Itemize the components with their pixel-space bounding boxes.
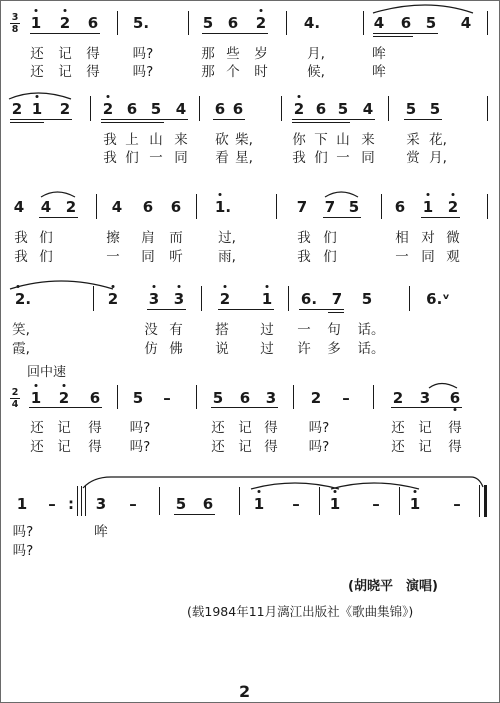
lyric: 时 xyxy=(254,64,268,80)
barline xyxy=(373,385,374,409)
note: 2 xyxy=(65,198,77,216)
lyric: 佛 xyxy=(169,341,183,357)
low-octave-dot xyxy=(454,408,457,411)
lyric: 个 xyxy=(226,64,240,80)
note: – xyxy=(372,495,380,513)
lyric: 多 xyxy=(327,341,341,357)
note: 5 xyxy=(337,100,349,118)
beam-underline xyxy=(218,309,274,310)
note: 5 xyxy=(212,389,224,407)
lyric: 月, xyxy=(307,46,325,62)
tie-arc xyxy=(429,384,457,389)
lyric: 记 xyxy=(238,439,252,455)
lyric: 吗? xyxy=(308,439,330,455)
lyric: 而 xyxy=(169,230,183,246)
beam-underline xyxy=(39,217,78,218)
note: 5 xyxy=(132,389,144,407)
lyric: 哞 xyxy=(372,46,386,62)
barline xyxy=(288,286,289,311)
lyric: 霞, xyxy=(12,341,30,357)
beam-underline xyxy=(421,217,460,218)
lyric: 记 xyxy=(418,420,432,436)
note: 6 xyxy=(126,100,138,118)
beam-underline xyxy=(101,119,188,120)
high-octave-dot xyxy=(334,490,337,493)
lyric: 过, xyxy=(218,230,236,246)
barline xyxy=(199,96,200,121)
tie-arc xyxy=(331,483,419,489)
note: 6 xyxy=(89,389,101,407)
note: 7 xyxy=(324,198,336,216)
barline xyxy=(276,194,277,219)
repeat-barline xyxy=(81,486,82,516)
final-barline xyxy=(484,485,487,517)
lyric: 没 xyxy=(144,322,158,338)
note: 2 xyxy=(310,389,322,407)
note: 5 xyxy=(405,100,417,118)
note: 4 xyxy=(40,198,52,216)
note: 6 xyxy=(315,100,327,118)
tie-arc xyxy=(251,483,339,489)
high-octave-dot xyxy=(260,9,263,12)
lyric: 上 xyxy=(125,132,139,148)
beam-underline xyxy=(29,407,102,408)
barline xyxy=(196,385,197,409)
slur-arc xyxy=(373,5,473,13)
lyric: 记 xyxy=(58,46,72,62)
beam-underline xyxy=(147,309,186,310)
lyric: 山 xyxy=(149,132,163,148)
note: 4 xyxy=(460,14,472,32)
lyric: 们 xyxy=(314,150,328,166)
lyric: 听 xyxy=(169,249,183,265)
note: 1 xyxy=(31,100,43,118)
lyric: 一 xyxy=(395,249,409,265)
note: 1 xyxy=(16,495,28,513)
barline xyxy=(93,286,94,311)
lyric: 们 xyxy=(39,249,53,265)
lyric: 来 xyxy=(361,132,375,148)
lyric: 吗? xyxy=(12,543,34,559)
time-signature-2-4 xyxy=(10,388,20,409)
note: 6 xyxy=(142,198,154,216)
high-octave-dot xyxy=(17,285,20,288)
lyric: 来 xyxy=(174,132,188,148)
lyric: 得 xyxy=(88,439,102,455)
barline xyxy=(117,385,118,409)
lyric: 搭 xyxy=(215,322,229,338)
beam-underline xyxy=(391,407,462,408)
lyric: 还 xyxy=(211,439,225,455)
lyric: 我 xyxy=(103,150,117,166)
lyric: 吗? xyxy=(132,64,154,80)
high-octave-dot xyxy=(452,193,455,196)
beam-underline xyxy=(323,217,361,218)
note: 5 xyxy=(150,100,162,118)
lyric: 还 xyxy=(391,420,405,436)
note: 2 xyxy=(219,290,231,308)
lyric: 得 xyxy=(86,64,100,80)
time-signature-top: 2 xyxy=(11,387,19,398)
note: 2 xyxy=(58,389,70,407)
lyric: 月, xyxy=(429,150,447,166)
barline xyxy=(188,11,189,35)
barline xyxy=(286,11,287,35)
note: 5 xyxy=(425,14,437,32)
beam-underline xyxy=(328,312,344,313)
beam-underline xyxy=(202,33,268,34)
note: 2 xyxy=(59,14,71,32)
note: 4. xyxy=(303,14,321,32)
lyric: 相 xyxy=(395,230,409,246)
lyric: 记 xyxy=(57,439,71,455)
lyric: 吗? xyxy=(12,524,34,540)
beam-underline xyxy=(299,309,344,310)
note: 2 xyxy=(102,100,114,118)
note: 1 xyxy=(409,495,421,513)
note: 2 xyxy=(447,198,459,216)
lyric: 一 xyxy=(106,249,120,265)
lyric: 同 xyxy=(361,150,375,166)
note: 6 xyxy=(87,14,99,32)
lyric: 话。 xyxy=(357,341,385,357)
high-octave-dot xyxy=(219,193,222,196)
note: – xyxy=(129,495,137,513)
time-signature-3-8 xyxy=(10,13,20,34)
beam-underline xyxy=(213,119,245,120)
lyric: 得 xyxy=(264,420,278,436)
lyric: 们 xyxy=(323,230,337,246)
lyric: 看 xyxy=(215,150,229,166)
note: 6 xyxy=(170,198,182,216)
tempo-marking: 回中速 xyxy=(27,365,67,380)
note: 2 xyxy=(255,14,267,32)
note: 6 xyxy=(232,100,244,118)
lyric: 吗? xyxy=(308,420,330,436)
beam-underline xyxy=(211,407,278,408)
lyric: 星, xyxy=(235,150,253,166)
lyric: 笑, xyxy=(12,322,30,338)
beam-underline xyxy=(373,36,413,37)
barline xyxy=(96,194,97,219)
note: – xyxy=(163,389,171,407)
slur-arc xyxy=(9,93,71,99)
lyric: 岁 xyxy=(254,46,268,62)
barline xyxy=(281,96,282,121)
high-octave-dot xyxy=(178,285,181,288)
time-signature-top: 3 xyxy=(11,12,19,23)
note: 1 xyxy=(30,14,42,32)
lyric: 得 xyxy=(264,439,278,455)
lyric: 观 xyxy=(446,249,460,265)
time-signature-bottom: 8 xyxy=(11,24,19,35)
note: 3 xyxy=(173,290,185,308)
note: – xyxy=(342,389,350,407)
high-octave-dot xyxy=(36,95,39,98)
lyric: 过 xyxy=(260,341,274,357)
note: 4 xyxy=(373,14,385,32)
barline xyxy=(159,487,160,515)
lyric: 我 xyxy=(297,230,311,246)
lyric: 得 xyxy=(88,420,102,436)
lyric: 吗? xyxy=(129,420,151,436)
note: 6 xyxy=(394,198,406,216)
barline xyxy=(293,385,294,409)
high-octave-dot xyxy=(266,285,269,288)
lyric: 同 xyxy=(174,150,188,166)
note: 1 xyxy=(253,495,265,513)
barline xyxy=(117,11,118,35)
lyric: 记 xyxy=(418,439,432,455)
lyric: 我 xyxy=(14,249,28,265)
beam-underline xyxy=(10,119,72,120)
tie-arc xyxy=(10,281,113,289)
beam-underline xyxy=(10,122,44,123)
lyric: 许 xyxy=(297,341,311,357)
high-octave-dot xyxy=(258,490,261,493)
lyric: 还 xyxy=(211,420,225,436)
lyric: 记 xyxy=(58,64,72,80)
beam-underline xyxy=(404,119,442,120)
lyric: 还 xyxy=(30,420,44,436)
note: 2 xyxy=(59,100,71,118)
ties-and-slurs xyxy=(1,1,499,702)
lyric: 微 xyxy=(446,230,460,246)
barline xyxy=(363,11,364,35)
tie-arc xyxy=(41,192,75,197)
barline xyxy=(239,487,240,515)
lyric: 山 xyxy=(336,132,350,148)
tie-arc xyxy=(325,192,358,197)
lyric: 哞 xyxy=(94,524,108,540)
note: 4 xyxy=(13,198,25,216)
lyric: 擦 xyxy=(106,230,120,246)
high-octave-dot xyxy=(107,95,110,98)
lyric: 我 xyxy=(103,132,117,148)
lyric: 一 xyxy=(336,150,350,166)
lyric: 们 xyxy=(39,230,53,246)
lyric: 花, xyxy=(429,132,447,148)
high-octave-dot xyxy=(414,490,417,493)
lyric: 哞 xyxy=(372,64,386,80)
high-octave-dot xyxy=(63,384,66,387)
high-octave-dot xyxy=(35,9,38,12)
note: 1. xyxy=(214,198,232,216)
barline xyxy=(201,286,202,311)
beam-underline xyxy=(101,122,164,123)
note: 5 xyxy=(202,14,214,32)
lyric: 雨, xyxy=(218,249,236,265)
lyric: 得 xyxy=(86,46,100,62)
note: 2 xyxy=(293,100,305,118)
high-octave-dot xyxy=(427,193,430,196)
high-octave-dot xyxy=(112,285,115,288)
note: 3 xyxy=(419,389,431,407)
lyric: 那 xyxy=(201,64,215,80)
note: 6 xyxy=(400,14,412,32)
note: 6 xyxy=(227,14,239,32)
note: 1 xyxy=(261,290,273,308)
lyric: 些 xyxy=(226,46,240,62)
note: 2. xyxy=(14,290,32,308)
lyric: 那 xyxy=(201,46,215,62)
note: 5. xyxy=(132,14,150,32)
barline xyxy=(487,194,488,219)
lyric: 记 xyxy=(57,420,71,436)
lyric: 柴, xyxy=(235,132,253,148)
note: 2 xyxy=(392,389,404,407)
beam-underline xyxy=(174,514,215,515)
lyric: 同 xyxy=(421,249,435,265)
note: 4 xyxy=(111,198,123,216)
lyric: 一 xyxy=(149,150,163,166)
note: – xyxy=(453,495,461,513)
high-octave-dot xyxy=(153,285,156,288)
lyric: 候, xyxy=(307,64,325,80)
note: 7 xyxy=(296,198,308,216)
lyric: 砍 xyxy=(215,132,229,148)
barline xyxy=(399,487,400,515)
barline xyxy=(487,11,488,35)
beam-underline xyxy=(292,122,350,123)
performer-credit: (胡晓平 演唱) xyxy=(348,579,438,594)
lyric: 我 xyxy=(14,230,28,246)
lyric: 仿 xyxy=(144,341,158,357)
barline xyxy=(196,194,197,219)
lyric: 们 xyxy=(323,249,337,265)
note: 1 xyxy=(329,495,341,513)
note: 4 xyxy=(175,100,187,118)
lyric: 还 xyxy=(391,439,405,455)
barline xyxy=(388,96,389,121)
note: 6 xyxy=(214,100,226,118)
repeat-sign: : xyxy=(68,495,74,513)
high-octave-dot xyxy=(224,285,227,288)
lyric: 们 xyxy=(125,150,139,166)
high-octave-dot xyxy=(64,9,67,12)
barline xyxy=(90,96,91,121)
lyric: 采 xyxy=(406,132,420,148)
note: 5 xyxy=(175,495,187,513)
barline xyxy=(409,286,410,311)
final-barline xyxy=(479,485,480,517)
note: 5 xyxy=(429,100,441,118)
lyric: 还 xyxy=(30,439,44,455)
beam-underline xyxy=(373,33,438,34)
barline xyxy=(319,487,320,515)
note: 5 xyxy=(361,290,373,308)
lyric: 记 xyxy=(238,420,252,436)
lyric: 我 xyxy=(292,150,306,166)
note: 5 xyxy=(348,198,360,216)
lyric: 说 xyxy=(215,341,229,357)
note: 3 xyxy=(148,290,160,308)
lyric: 还 xyxy=(30,64,44,80)
note: 6 xyxy=(202,495,214,513)
time-signature-bottom: 4 xyxy=(11,399,19,410)
note: – xyxy=(48,495,56,513)
note: 6.ᵛ xyxy=(426,290,450,308)
lyric: 一 xyxy=(297,322,311,338)
source-credit: (载1984年11月漓江出版社《歌曲集锦》) xyxy=(187,604,414,619)
note: 2 xyxy=(11,100,23,118)
note: 1 xyxy=(30,389,42,407)
lyric: 话。 xyxy=(357,322,385,338)
page-number: 2 xyxy=(239,682,251,701)
high-octave-dot xyxy=(35,384,38,387)
lyric: 句 xyxy=(327,322,341,338)
note: 3 xyxy=(265,389,277,407)
lyric: 我 xyxy=(297,249,311,265)
repeat-barline xyxy=(85,486,86,516)
note: 7 xyxy=(331,290,343,308)
lyric: 还 xyxy=(30,46,44,62)
lyric: 过 xyxy=(260,322,274,338)
barline xyxy=(381,194,382,219)
lyric: 对 xyxy=(421,230,435,246)
note: 6 xyxy=(449,389,461,407)
note: 6. xyxy=(300,290,318,308)
lyric: 有 xyxy=(169,322,183,338)
lyric: 吗? xyxy=(132,46,154,62)
note: 2 xyxy=(107,290,119,308)
high-octave-dot xyxy=(298,95,301,98)
repeat-barline xyxy=(77,486,78,516)
volta-bracket xyxy=(83,477,483,488)
note: 3 xyxy=(95,495,107,513)
beam-underline xyxy=(30,33,100,34)
note: 1 xyxy=(422,198,434,216)
lyric: 你 xyxy=(292,132,306,148)
note: 6 xyxy=(239,389,251,407)
lyric: 吗? xyxy=(129,439,151,455)
note: – xyxy=(292,495,300,513)
lyric: 得 xyxy=(448,420,462,436)
beam-underline xyxy=(292,119,375,120)
lyric: 同 xyxy=(141,249,155,265)
lyric: 肩 xyxy=(141,230,155,246)
barline xyxy=(487,96,488,121)
lyric: 下 xyxy=(314,132,328,148)
note: 4 xyxy=(362,100,374,118)
lyric: 得 xyxy=(448,439,462,455)
lyric: 赏 xyxy=(406,150,420,166)
